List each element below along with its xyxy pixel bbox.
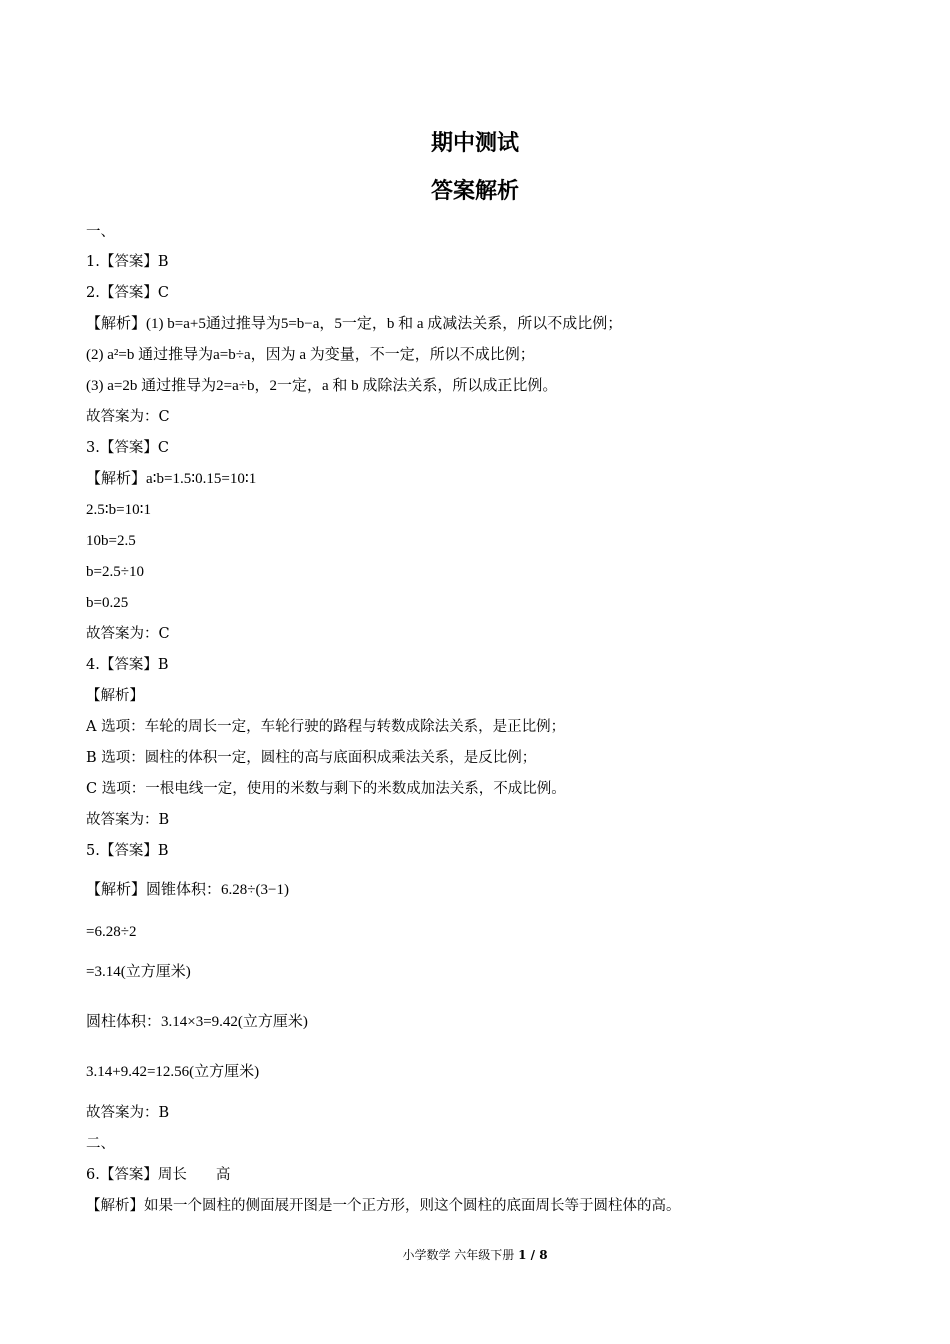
answer-line: 1.【答案】B xyxy=(86,254,169,270)
conclusion-line: 故答案为：B xyxy=(86,1105,170,1121)
equation-line: 2.5∶b=10∶1 xyxy=(86,502,152,518)
answer-line: 6.【答案】周长 高 xyxy=(86,1167,231,1183)
page-title: 期中测试 xyxy=(430,131,519,156)
answer-line: 4.【答案】B xyxy=(86,657,169,673)
equation-line: 3.14+9.42=12.56(立方厘米) xyxy=(86,1064,260,1080)
answer-line: 3.【答案】C xyxy=(86,440,169,456)
section-heading: 二、 xyxy=(86,1136,115,1152)
option-line: C 选项：一根电线一定，使用的米数与剩下的米数成加法关系，不成比例。 xyxy=(86,781,566,797)
conclusion-line: 故答案为：B xyxy=(86,812,170,828)
analysis-line: 【解析】 xyxy=(86,688,144,704)
page-subtitle: 答案解析 xyxy=(430,179,519,204)
conclusion-line: 故答案为：C xyxy=(86,409,170,425)
equation-line: 10b=2.5 xyxy=(86,533,136,549)
conclusion-line: 故答案为：C xyxy=(86,626,170,642)
equation-line: 圆柱体积：3.14×3=9.42(立方厘米) xyxy=(86,1014,308,1030)
equation-line: b=0.25 xyxy=(86,595,129,611)
equation-line: =3.14(立方厘米) xyxy=(86,964,191,980)
answer-line: 2.【答案】C xyxy=(86,285,169,301)
footer-text: 小学数学 六年级下册 xyxy=(402,1248,515,1262)
analysis-line: 【解析】圆锥体积：6.28÷(3−1) xyxy=(86,882,289,898)
option-line: A 选项：车轮的周长一定，车轮行驶的路程与转数成除法关系，是正比例； xyxy=(86,719,566,735)
equation-line: =6.28÷2 xyxy=(86,924,137,940)
page-number: 1 / 8 xyxy=(518,1248,548,1262)
analysis-line: 【解析】(1) b=a+5通过推导为5=b−a，5一定，b 和 a 成减法关系，所以不成比例； xyxy=(86,316,623,332)
analysis-line: (2) a²=b 通过推导为a=b÷a，因为 a 为变量，不一定，所以不成比例； xyxy=(86,347,535,363)
analysis-line: (3) a=2b 通过推导为2=a÷b，2一定，a 和 b 成除法关系，所以成正比例。 xyxy=(86,378,558,394)
analysis-line: 【解析】如果一个圆柱的侧面展开图是一个正方形，则这个圆柱的底面周长等于圆柱体的高。 xyxy=(86,1198,681,1214)
section-heading: 一、 xyxy=(86,224,115,240)
option-line: B 选项：圆柱的体积一定，圆柱的高与底面积成乘法关系，是反比例； xyxy=(86,750,537,766)
answer-line: 5.【答案】B xyxy=(86,843,169,859)
page-footer xyxy=(0,1246,950,1263)
analysis-line: 【解析】a∶b=1.5∶0.15=10∶1 xyxy=(86,471,257,487)
equation-line: b=2.5÷10 xyxy=(86,564,144,580)
